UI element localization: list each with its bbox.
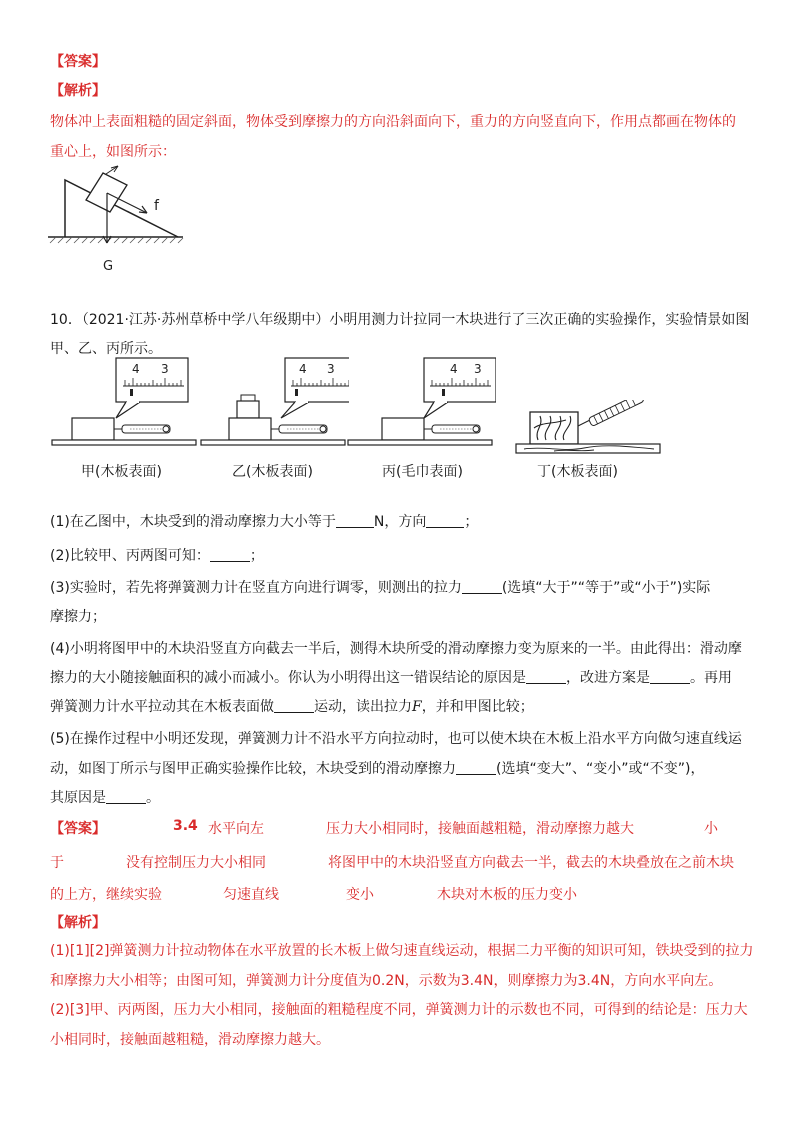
answer-6-part-1: 将图甲中的木块沿竖直方向截去一半，截去的木块叠放在之前木块 (328, 855, 734, 871)
spring-scale-tilted (588, 400, 650, 426)
figure-yi (199, 352, 349, 456)
incline-force-diagram (48, 160, 188, 275)
callout-bubble (116, 358, 188, 402)
answer-2: 水平向左 (208, 821, 264, 837)
q9-analysis-line-1: 物体冲上表面粗糙的固定斜面，物体受到摩擦力的方向沿斜面向下，重力的方向竖直向下，作用点都画在物体的 (50, 114, 736, 130)
p2-text-b: ； (249, 548, 264, 564)
figure-ding (514, 400, 662, 458)
answer-9: 木块对木板的压力变小 (437, 887, 577, 903)
towel-board (348, 440, 492, 445)
q10-part-2 (50, 545, 264, 565)
p5-text-a: 动，如图丁所示与图甲正确实验操作比较，木块受到的滑动摩擦力 (50, 761, 456, 777)
force-symbol: F (412, 699, 422, 715)
p4-text-e: 运动，读出拉力 (314, 699, 412, 715)
scale-pointer (442, 389, 445, 396)
q9-analysis-line-2: 重心上，如图所示： (50, 144, 176, 160)
scale-pointer (295, 389, 298, 396)
board (201, 440, 345, 445)
answer-1: 3.4 (173, 818, 198, 834)
p4-text-b: ，改进方案是 (566, 670, 650, 686)
p1-text-c: ； (464, 514, 479, 530)
caption-jia: 甲(木板表面) (81, 464, 162, 480)
answer-4-part-1: 小 (704, 821, 718, 837)
q10-part-4-line-2 (50, 667, 732, 687)
p5-text-b: (选填“变大”、“变小”或“不变”)， (496, 761, 705, 777)
answer-6-part-2: 的上方，继续实验 (50, 887, 162, 903)
p4-text-c: 。再用 (690, 670, 732, 686)
p1-text-b: N，方向 (373, 514, 427, 530)
answer-3: 压力大小相同时，接触面越粗糙，滑动摩擦力越大 (326, 821, 634, 837)
wood-block (229, 418, 271, 440)
q10-part-4-line-1: (4)小明将图甲中的木块沿竖直方向截去一半后，测得木块所受的滑动摩擦力变为原来的一半。由此得出：滑动摩 (50, 641, 742, 657)
caption-yi: 乙(木板表面) (232, 464, 313, 480)
q10-part-3-cont: 摩擦力； (50, 609, 106, 625)
p4-text-a: 擦力的大小随接触面积的减小而减小。你认为小明得出这一错误结论的原因是 (50, 670, 526, 686)
blank-4 (462, 579, 502, 594)
gravity-label: G (103, 259, 114, 274)
q10-part-4-line-3 (50, 696, 534, 716)
wood-block (382, 418, 424, 440)
q10-analysis-1-line-2: 和摩擦力大小相等；由图可知，弹簧测力计分度值为0.2N，示数为3.4N，则摩擦力为3.4N，方向水平向左。 (50, 973, 723, 989)
scale-label-3: 3 (327, 362, 335, 376)
answer-4-part-2: 于 (50, 855, 64, 871)
p4-text-d: 弹簧测力计水平拉动其在木板表面做 (50, 699, 274, 715)
scale-label-3: 3 (474, 362, 482, 376)
p5-text-d: 。 (146, 790, 160, 806)
callout-bubble (424, 358, 496, 402)
p5-text-c: 其原因是 (50, 790, 106, 806)
blank-9 (106, 789, 146, 804)
blank-7 (274, 698, 314, 713)
figure-bing (346, 352, 496, 456)
answer-8: 变小 (346, 887, 374, 903)
blank-2 (426, 513, 464, 528)
analysis-tag: 【解析】 (50, 83, 106, 99)
q10-part-5-line-3 (50, 787, 160, 807)
q10-part-1 (50, 511, 478, 531)
p3-text-a: (3)实验时，若先将弹簧测力计在竖直方向进行调零，则测出的拉力 (50, 580, 462, 596)
answer-tag: 【答案】 (50, 54, 106, 70)
blank-6 (650, 669, 690, 684)
q10-part-5-line-2 (50, 758, 704, 778)
q10-part-3 (50, 577, 710, 597)
q10-stem-line-1: 10．（2021·江苏·苏州草桥中学八年级期中）小明用测力计拉同一木块进行了三次正确的实验操作，实验情景如图 (50, 312, 750, 328)
blank-1 (336, 513, 374, 528)
ground-hatching (50, 237, 183, 243)
weight-top (241, 395, 255, 401)
answer-7: 匀速直线 (223, 887, 279, 903)
scale-label-4: 4 (299, 362, 307, 376)
q10-analysis-2-line-2: 小相同时，接触面越粗糙，滑动摩擦力越大。 (50, 1032, 330, 1048)
q10-analysis-1-line-1: (1)[1][2]弹簧测力计拉动物体在水平放置的长木板上做匀速直线运动，根据二力平衡的知识可知，铁块受到的拉力 (50, 943, 754, 959)
caption-bing: 丙(毛巾表面) (382, 464, 463, 480)
board (52, 440, 196, 445)
scale-label-3: 3 (161, 362, 169, 376)
p2-text-a: (2)比较甲、丙两图可知： (50, 548, 210, 564)
q10-answer-tag: 【答案】 (50, 821, 106, 837)
figure-jia (50, 352, 200, 456)
q10-analysis-tag: 【解析】 (50, 915, 106, 931)
p3-text-b: (选填“大于”“等于”或“小于”)实际 (501, 580, 711, 596)
callout-bubble (285, 358, 349, 402)
scale-label-4: 4 (132, 362, 140, 376)
q10-stem-line-2: 甲、乙、丙所示。 (50, 341, 162, 357)
weight (237, 401, 259, 418)
caption-ding: 丁(木板表面) (537, 464, 618, 480)
q10-part-5-line-1: (5)在操作过程中小明还发现，弹簧测力计不沿水平方向拉动时，也可以使木块在木板上沿水平方向做匀速直线运 (50, 731, 742, 747)
answer-5: 没有控制压力大小相同 (126, 855, 266, 871)
blank-3 (210, 547, 250, 562)
scale-pointer (130, 389, 133, 396)
q10-analysis-2-line-1: (2)[3]甲、丙两图，压力大小相同，接触面的粗糙程度不同，弹簧测力计的示数也不同，可得到的结论是：压力大 (50, 1002, 748, 1018)
p1-text-a: (1)在乙图中，木块受到的滑动摩擦力大小等于 (50, 514, 336, 530)
blank-5 (526, 669, 566, 684)
wood-block (72, 418, 114, 440)
friction-label: f (154, 198, 159, 214)
scale-label-4: 4 (450, 362, 458, 376)
p4-text-f: ，并和甲图比较； (421, 699, 534, 715)
blank-8 (456, 760, 496, 775)
